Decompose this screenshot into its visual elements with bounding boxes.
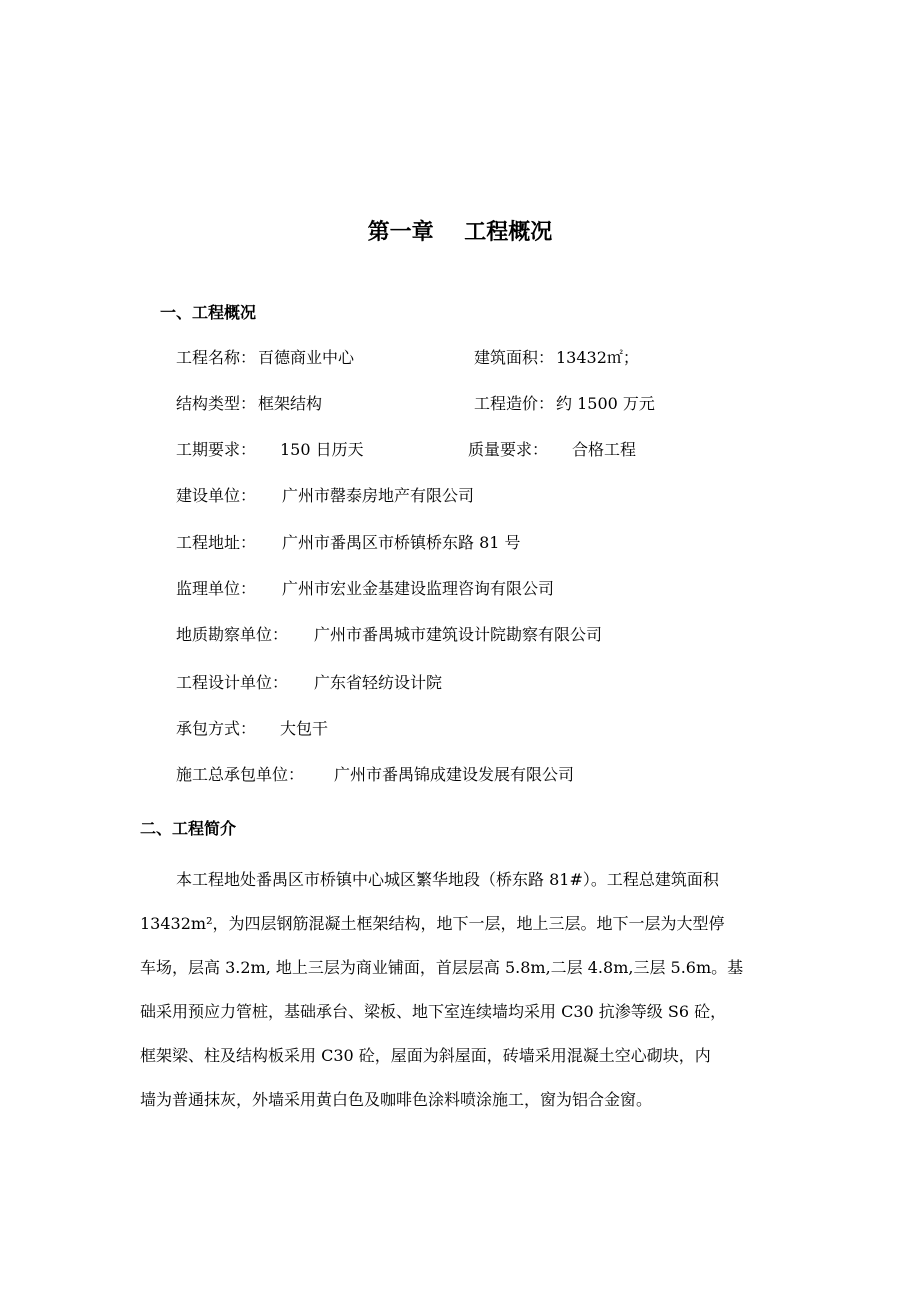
info-value: 广州市罄泰房地产有限公司	[282, 486, 475, 505]
info-label: 承包方式：	[176, 719, 257, 738]
info-label-right: 质量要求：	[468, 440, 549, 459]
info-label-right: 建筑面积：	[474, 348, 555, 367]
info-row-project-name	[176, 345, 736, 371]
info-label: 结构类型：	[176, 394, 257, 413]
info-value: 广州市番禺锦成建设发展有限公司	[334, 765, 575, 784]
info-label-right: 工程造价：	[474, 394, 555, 413]
info-value: 广东省轻纺设计院	[314, 673, 443, 692]
info-row-designer	[176, 670, 736, 696]
info-label: 地质勘察单位：	[176, 625, 289, 644]
info-row-geology	[176, 622, 776, 648]
info-label: 工程名称：	[176, 348, 257, 367]
paragraph-line: 本工程地处番禺区市桥镇中心城区繁华地段（桥东路 81#）。工程总建筑面积	[176, 870, 719, 889]
paragraph-line: 13432m²，为四层钢筋混凝土框架结构，地下一层，地上三层。地下一层为大型停	[140, 914, 725, 933]
info-value-right: 合格工程	[572, 440, 637, 459]
info-row-structure-type	[176, 391, 736, 417]
section-heading-overview: 一、工程概况	[160, 303, 257, 322]
paragraph-line: 墙为普通抹灰，外墙采用黄白色及咖啡色涂料喷涂施工，窗为铝合金窗。	[140, 1090, 653, 1109]
introduction-paragraph	[140, 858, 800, 1122]
info-value: 广州市番禺城市建筑设计院勘察有限公司	[314, 625, 603, 644]
chapter-title: 第一章 工程概况	[367, 220, 553, 245]
info-row-duration	[176, 437, 736, 463]
section-heading-introduction: 二、工程简介	[140, 819, 237, 838]
info-value: 百德商业中心	[258, 348, 355, 367]
info-value: 大包干	[280, 719, 329, 738]
info-label: 建设单位：	[176, 486, 257, 505]
info-label: 工程地址：	[176, 533, 257, 552]
info-row-address	[176, 530, 736, 556]
paragraph-line: 础采用预应力管桩，基础承台、梁板、地下室连续墙均采用 C30 抗渗等级 S6 砼，	[140, 1002, 727, 1021]
info-label: 施工总承包单位：	[176, 765, 305, 784]
info-value-right: 13432㎡；	[556, 348, 639, 367]
info-label: 监理单位：	[176, 579, 257, 598]
info-value: 广州市番禺区市桥镇桥东路 81 号	[282, 533, 521, 552]
info-value: 广州市宏业金基建设监理咨询有限公司	[282, 579, 555, 598]
info-row-developer	[176, 483, 736, 509]
info-value-right: 约 1500 万元	[556, 394, 655, 413]
info-row-supervisor	[176, 576, 736, 602]
paragraph-line: 框架梁、柱及结构板采用 C30 砼，屋面为斜屋面，砖墙采用混凝土空心砌块，内	[140, 1046, 711, 1065]
paragraph-line: 车场，层高 3.2m, 地上三层为商业铺面，首层层高 5.8m,二层 4.8m,三层 5.6m。基	[140, 958, 744, 977]
info-value: 150 日历天	[280, 440, 364, 459]
info-value: 框架结构	[258, 394, 323, 413]
info-row-contract-mode	[176, 716, 736, 742]
info-label: 工程设计单位：	[176, 673, 289, 692]
info-label: 工期要求：	[176, 440, 257, 459]
info-row-general-contractor	[176, 762, 736, 788]
